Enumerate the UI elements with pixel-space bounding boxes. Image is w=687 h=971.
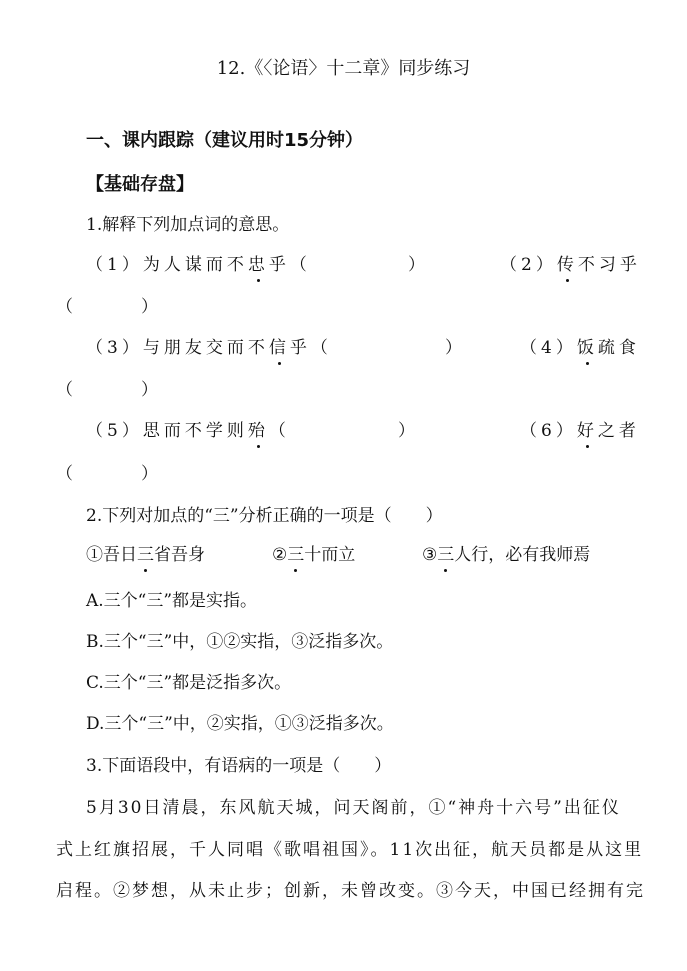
q2-option-c: C.三个“三”都是泛指多次。 (86, 673, 292, 693)
q1-item-4 (520, 337, 640, 359)
q1-item-3 (86, 337, 332, 359)
item-number: （3） (86, 338, 143, 358)
example-text-post: 十而立 (304, 545, 356, 565)
dotted-character: 三 (437, 545, 455, 565)
q3-passage-line-2: 式上红旗招展，千人同唱《歌唱祖国》。11次出征，航天员都是从这里 (56, 840, 644, 860)
item-text: 为人谋而不 (142, 255, 248, 275)
page-title: 12.《〈论语〉十二章》同步练习 (216, 58, 471, 79)
q1-item-6-blank: （ ） (56, 464, 158, 484)
item-number: （2） (500, 255, 557, 275)
question-3-stem: 3.下面语段中，有语病的一项是（ ） (86, 756, 392, 776)
q1-item-1-blank-close: ） (408, 255, 425, 275)
item-text-post: 之者 (597, 421, 640, 441)
q2-example-1 (86, 544, 205, 566)
q2-example-3 (422, 544, 590, 566)
item-text-post: 不习乎 (577, 255, 641, 275)
q1-item-5 (86, 420, 290, 442)
item-text: 思而不学则 (142, 421, 248, 441)
question-2-stem: 2.下列对加点的“三”分析正确的一项是（ ） (86, 506, 443, 526)
dotted-character: 好 (576, 421, 598, 441)
q1-item-6 (520, 420, 640, 442)
item-number: （5） (86, 421, 143, 441)
dotted-character: 殆 (247, 421, 269, 441)
q1-item-1 (86, 254, 311, 276)
q1-item-2-blank: （ ） (56, 297, 158, 317)
q1-item-2 (500, 254, 641, 276)
dotted-character: 传 (556, 255, 578, 275)
item-text-post: 乎（ (268, 255, 311, 275)
example-text: ② (272, 545, 288, 565)
q2-option-d: D.三个“三”中，②实指，①③泛指多次。 (86, 714, 394, 734)
q1-item-3-blank-close: ） (445, 338, 462, 358)
example-text: ①吾日 (86, 545, 137, 565)
item-number: （1） (86, 255, 143, 275)
item-text: 与朋友交而不 (142, 338, 269, 358)
dotted-character: 三 (137, 545, 154, 565)
question-1-stem: 1.解释下列加点词的意思。 (86, 215, 290, 235)
q1-item-4-blank: （ ） (56, 380, 158, 400)
item-text-post: 乎（ (289, 338, 332, 358)
q3-passage-line-3: 启程。②梦想，从未止步；创新，未曾改变。③今天，中国已经拥有完 (56, 881, 645, 901)
example-text-post: 省吾身 (154, 545, 205, 565)
q2-option-a: A.三个“三”都是实指。 (86, 591, 258, 611)
item-number: （4） (520, 338, 577, 358)
q1-item-5-blank-close: ） (398, 421, 415, 441)
example-text-post: 人行，必有我师焉 (454, 545, 591, 565)
dotted-character: 信 (268, 338, 290, 358)
q2-option-b: B.三个“三”中，①②实指，③泛指多次。 (86, 632, 394, 652)
item-text-post: （ (268, 421, 290, 441)
q2-example-2 (272, 544, 355, 566)
subsection-heading: 【基础存盘】 (86, 174, 194, 195)
section-heading: 一、课内跟踪（建议用时15分钟） (86, 130, 364, 151)
q3-passage-line-1: 5月30日清晨，东风航天城，问天阁前，①“神舟十六号”出征仪 (86, 798, 621, 818)
item-number: （6） (520, 421, 577, 441)
dotted-character: 饭 (576, 338, 598, 358)
dotted-character: 三 (287, 545, 305, 565)
example-text: ③ (422, 545, 438, 565)
item-text-post: 疏食 (597, 338, 640, 358)
dotted-character: 忠 (247, 255, 269, 275)
